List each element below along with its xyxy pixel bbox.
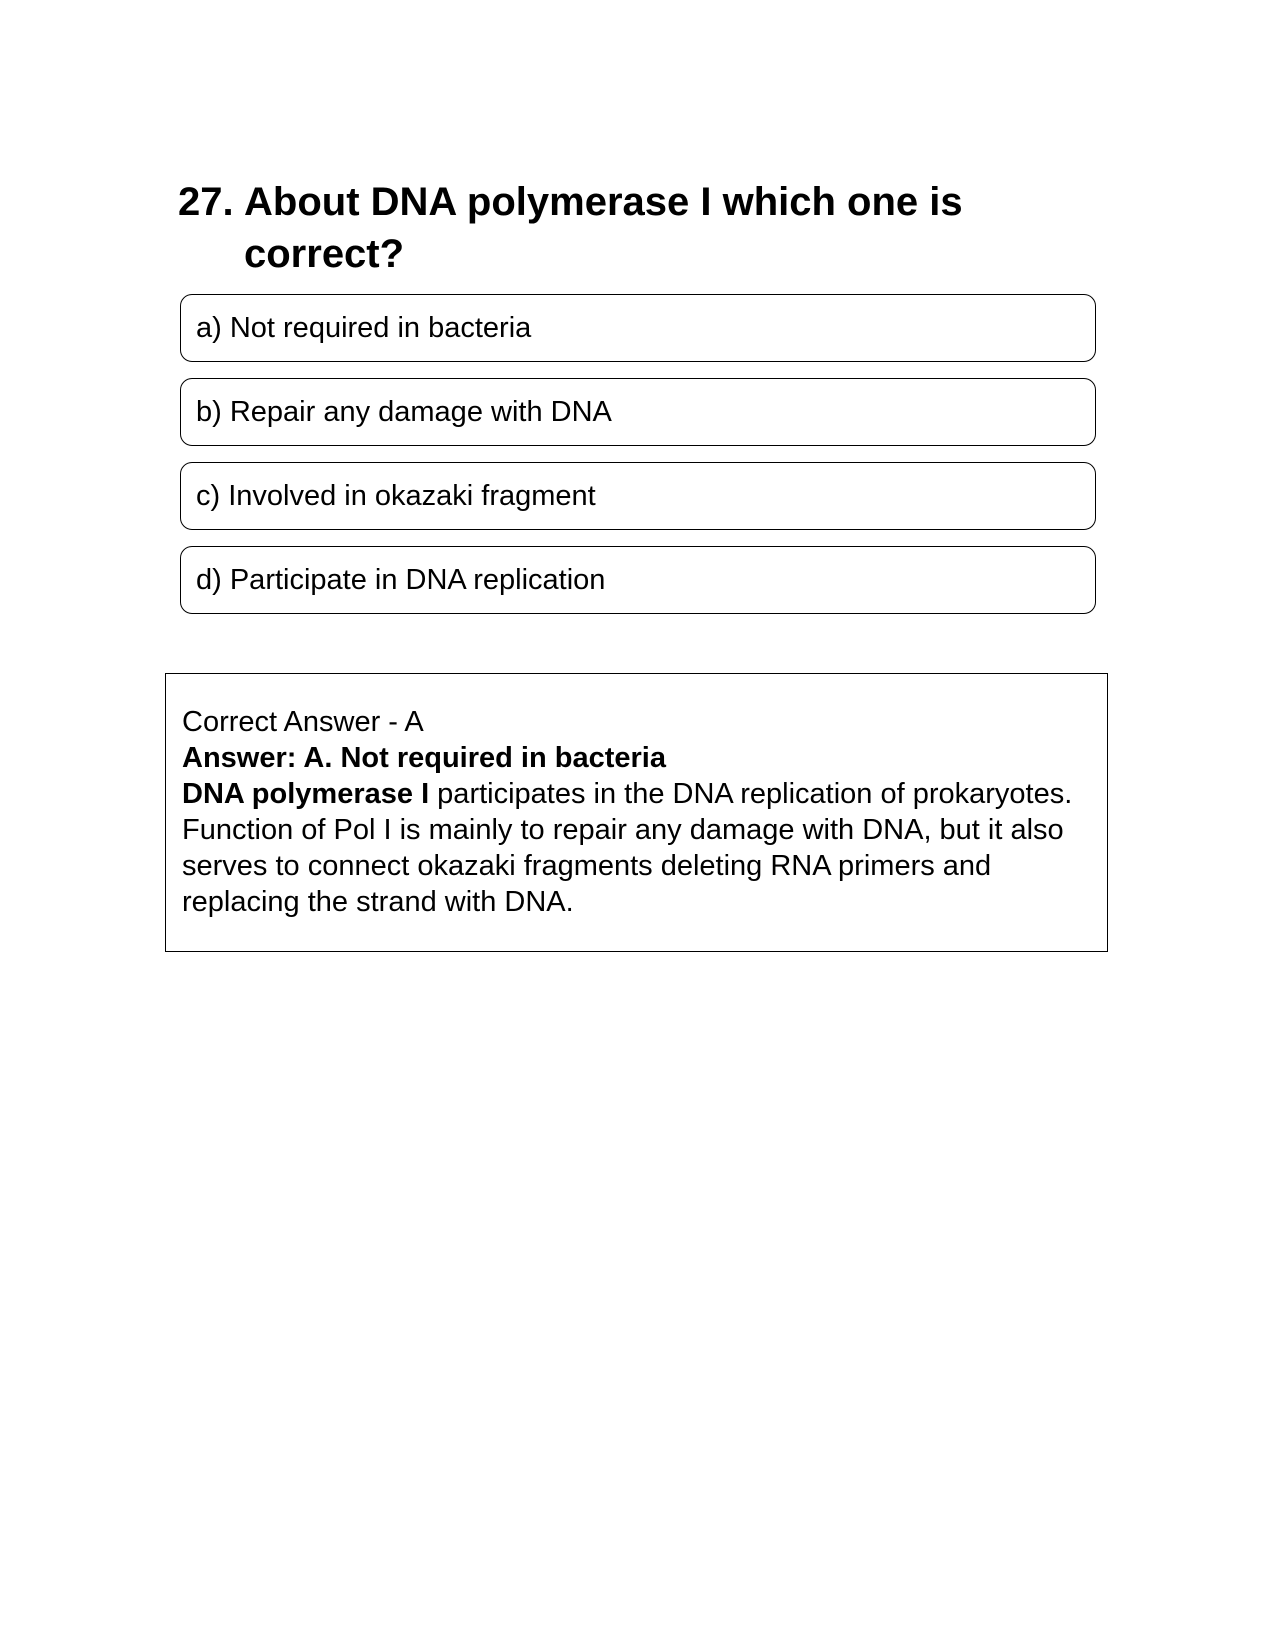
option-a[interactable] [180,294,1096,362]
explanation-term: DNA polymerase I [182,778,430,810]
correct-answer-line: Correct Answer - A [182,706,424,738]
options-list [180,294,1096,630]
option-c-label: c) Involved in okazaki fragment [196,479,596,512]
option-a-label: a) Not required in bacteria [196,311,532,344]
explanation-text: participates in the DNA replication of prokaryotes. Function of Pol I is mainly to repair any damage with DNA, but it also serves to connect okazaki fragments deleting RNA primers and replacing the strand with DNA. [182,778,1073,918]
explanation-paragraph [182,776,1091,920]
option-d[interactable] [180,546,1096,614]
question-heading [178,176,1078,280]
answer-explanation-box [165,673,1108,952]
question-number: 27. [178,180,234,224]
question-text: About DNA polymerase I which one is correct? [244,180,963,276]
option-c[interactable] [180,462,1096,530]
option-d-label: d) Participate in DNA replication [196,563,606,596]
option-b-label: b) Repair any damage with DNA [196,395,612,428]
answer-line: Answer: A. Not required in bacteria [182,742,666,774]
option-b[interactable] [180,378,1096,446]
